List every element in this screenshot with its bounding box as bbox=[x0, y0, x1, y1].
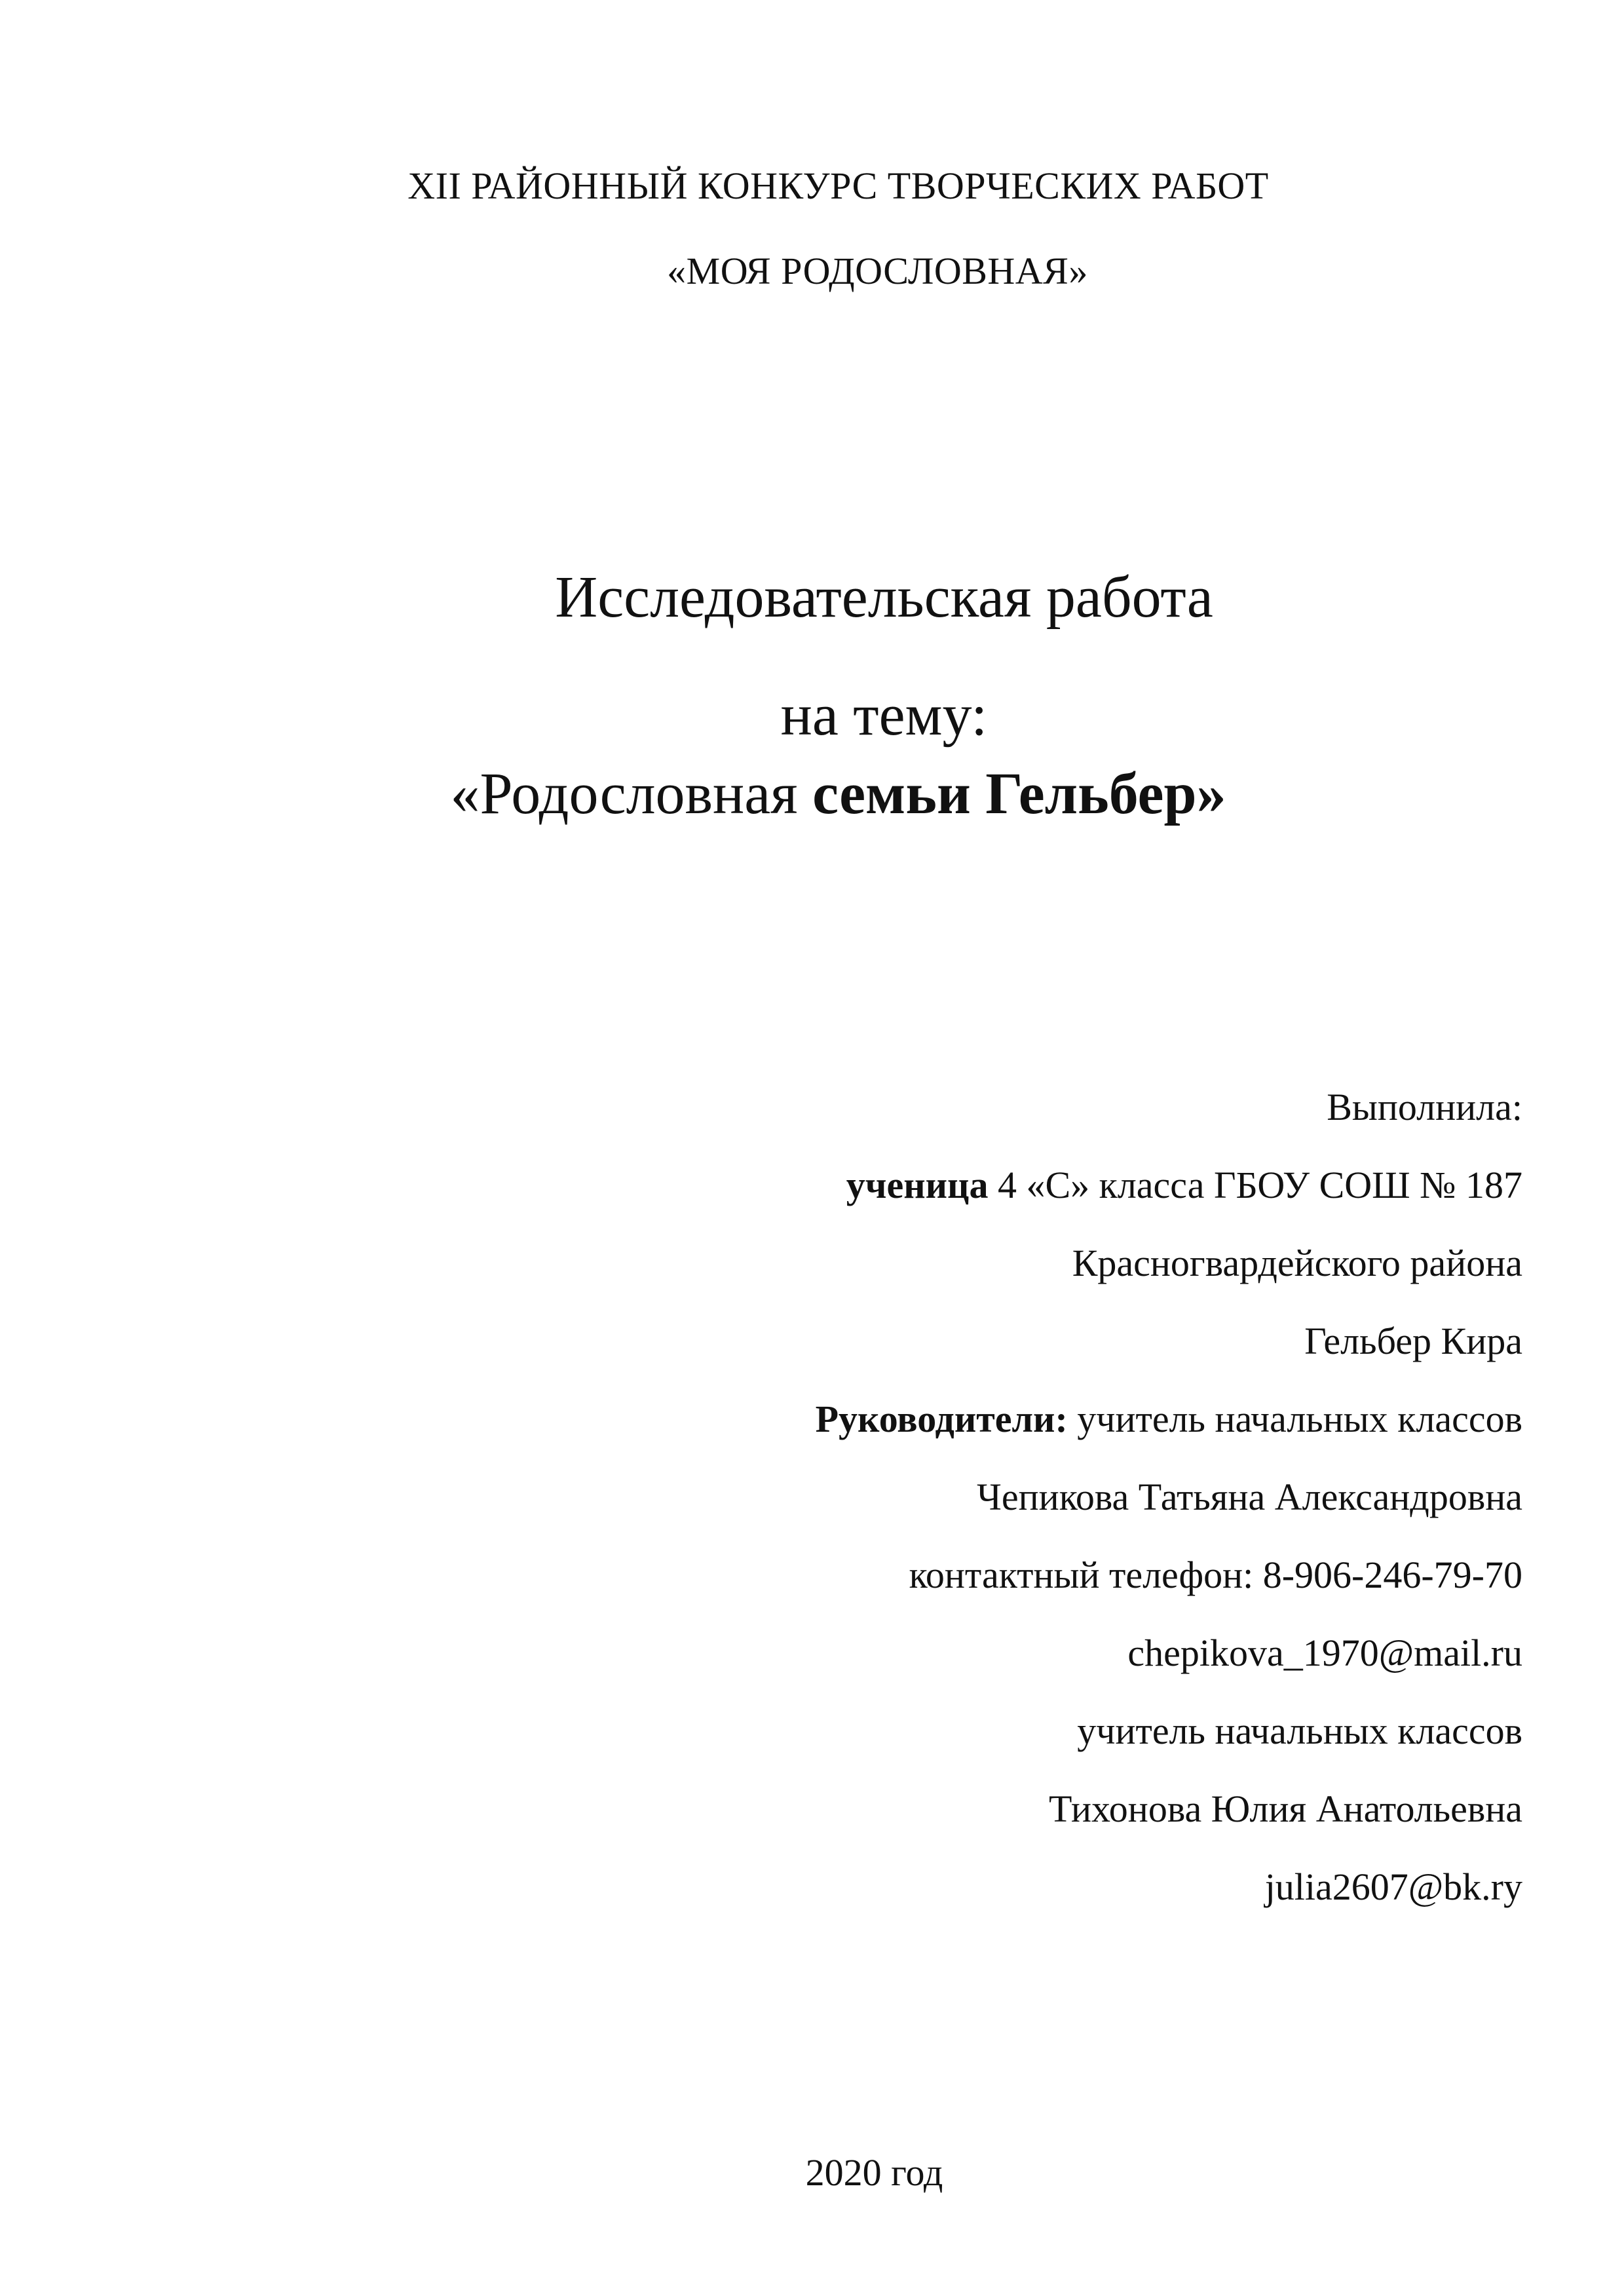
supervisor2-email: julia2607@bk.ry bbox=[1264, 1866, 1522, 1908]
supervisor1-email: chepikova_1970@mail.ru bbox=[1127, 1632, 1522, 1674]
supervisors-line bbox=[816, 1380, 1522, 1458]
work-title-bold: семьи Гельбер» bbox=[812, 761, 1226, 826]
student-name: Гельбер Кира bbox=[1304, 1320, 1522, 1362]
student-class: 4 «С» класса ГБОУ СОШ № 187 bbox=[997, 1164, 1522, 1206]
work-title bbox=[26, 760, 1624, 828]
performed-label: Выполнила: bbox=[1327, 1086, 1522, 1128]
author-info-block bbox=[816, 1068, 1522, 1926]
supervisor2-role: учитель начальных классов bbox=[1077, 1710, 1522, 1752]
district-line: Красногвардейского района bbox=[1072, 1242, 1522, 1284]
supervisor2-name: Тихонова Юлия Анатольевна bbox=[1048, 1788, 1522, 1830]
contest-subtitle: «МОЯ РОДОСЛОВНАЯ» bbox=[667, 250, 1088, 292]
work-title-regular: «Родословная bbox=[450, 761, 798, 826]
supervisor1-phone: контактный телефон: 8-906-246-79-70 bbox=[909, 1554, 1522, 1596]
contest-title: XII РАЙОННЫЙ КОНКУРС ТВОРЧЕСКИХ РАБОТ bbox=[407, 164, 1269, 207]
supervisor1-name: Чепикова Татьяна Александровна bbox=[977, 1476, 1522, 1518]
student-class-line bbox=[816, 1146, 1522, 1224]
student-label: ученица bbox=[846, 1164, 989, 1206]
year-footer: 2020 год bbox=[805, 2151, 943, 2194]
supervisors-role: учитель начальных классов bbox=[1077, 1398, 1522, 1440]
work-type-heading: Исследовательская работа bbox=[555, 565, 1213, 630]
supervisors-label: Руководители: bbox=[815, 1398, 1068, 1440]
work-topic-label: на тему: bbox=[780, 683, 988, 748]
